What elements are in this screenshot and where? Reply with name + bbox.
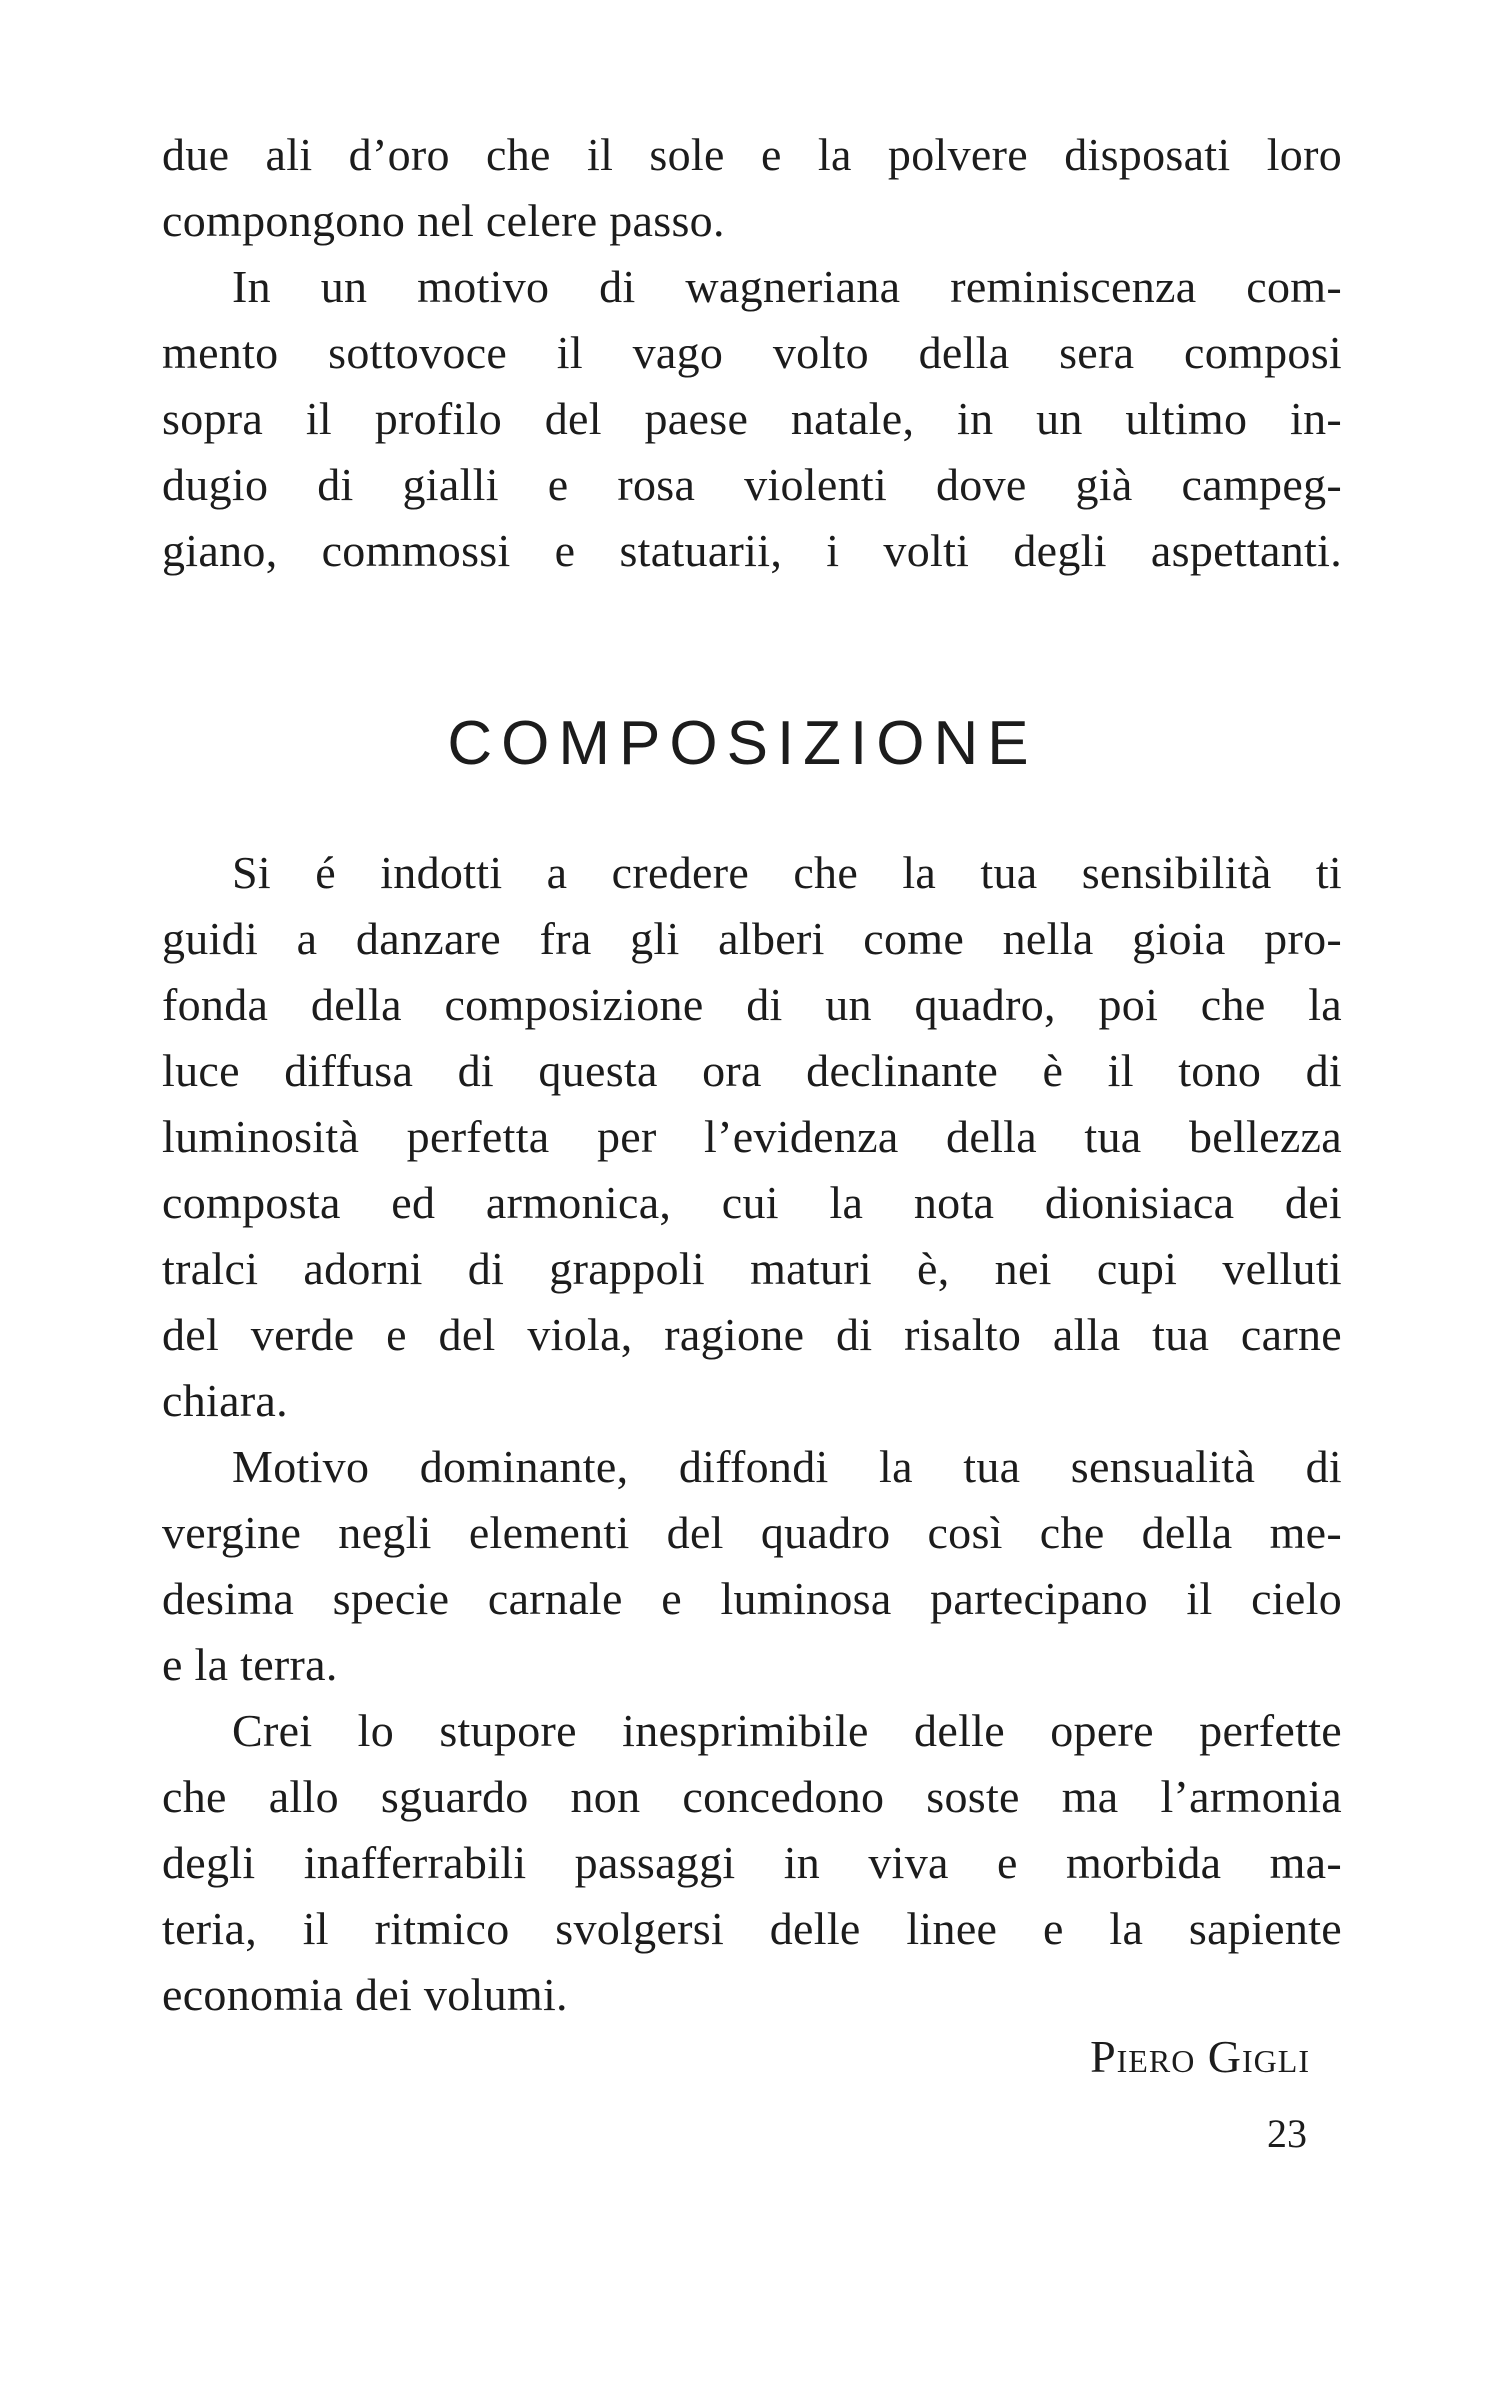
paragraph-3 xyxy=(162,1698,1342,2028)
text-line: e la terra. xyxy=(162,1639,338,1690)
text-line: che allo sguardo non concedono soste ma l’armonia xyxy=(162,1771,1342,1822)
paragraph-2 xyxy=(162,1434,1342,1698)
text-line: sopra il profilo del paese natale, in un ultimo in- xyxy=(162,393,1342,444)
top-paragraph xyxy=(162,122,1342,584)
text-line: vergine negli elementi del quadro così che della me- xyxy=(162,1507,1342,1558)
paragraph-1 xyxy=(162,840,1342,1434)
text-line: del verde e del viola, ragione di risalto alla tua carne xyxy=(162,1309,1342,1360)
text-line: giano, commossi e statuarii, i volti degli aspettanti. xyxy=(162,525,1342,576)
text-line: luce diffusa di questa ora declinante è il tono di xyxy=(162,1045,1342,1096)
text-line: desima specie carnale e luminosa partecipano il cielo xyxy=(162,1573,1342,1624)
text-line: compongono nel celere passo. xyxy=(162,195,725,246)
text-line: due ali d’oro che il sole e la polvere disposati loro xyxy=(162,129,1342,180)
text-line: Si é indotti a credere che la tua sensibilità ti xyxy=(232,847,1342,898)
text-line: chiara. xyxy=(162,1375,288,1426)
text-line: composta ed armonica, cui la nota dionisiaca dei xyxy=(162,1177,1342,1228)
text-line: Crei lo stupore inesprimibile delle opere perfette xyxy=(232,1705,1342,1756)
text-line: tralci adorni di grappoli maturi è, nei cupi velluti xyxy=(162,1243,1342,1294)
text-line: Motivo dominante, diffondi la tua sensualità di xyxy=(232,1441,1342,1492)
text-line: In un motivo di wagneriana reminiscenza com- xyxy=(232,261,1342,312)
text-line: fonda della composizione di un quadro, poi che la xyxy=(162,979,1342,1030)
text-line: luminosità perfetta per l’evidenza della tua bellezza xyxy=(162,1111,1342,1162)
author-signature: Piero Gigli xyxy=(1090,2031,1310,2082)
section-title: COMPOSIZIONE xyxy=(447,709,1038,778)
page-number: 23 xyxy=(1267,2111,1307,2156)
text-line: degli inafferrabili passaggi in viva e morbida ma- xyxy=(162,1837,1342,1888)
text-line: guidi a danzare fra gli alberi come nella gioia pro- xyxy=(162,913,1342,964)
text-line: dugio di gialli e rosa violenti dove già campeg- xyxy=(162,459,1342,510)
text-line: mento sottovoce il vago volto della sera composi xyxy=(162,327,1342,378)
text-line: economia dei volumi. xyxy=(162,1969,568,2020)
text-line: teria, il ritmico svolgersi delle linee e la sapiente xyxy=(162,1903,1342,1954)
